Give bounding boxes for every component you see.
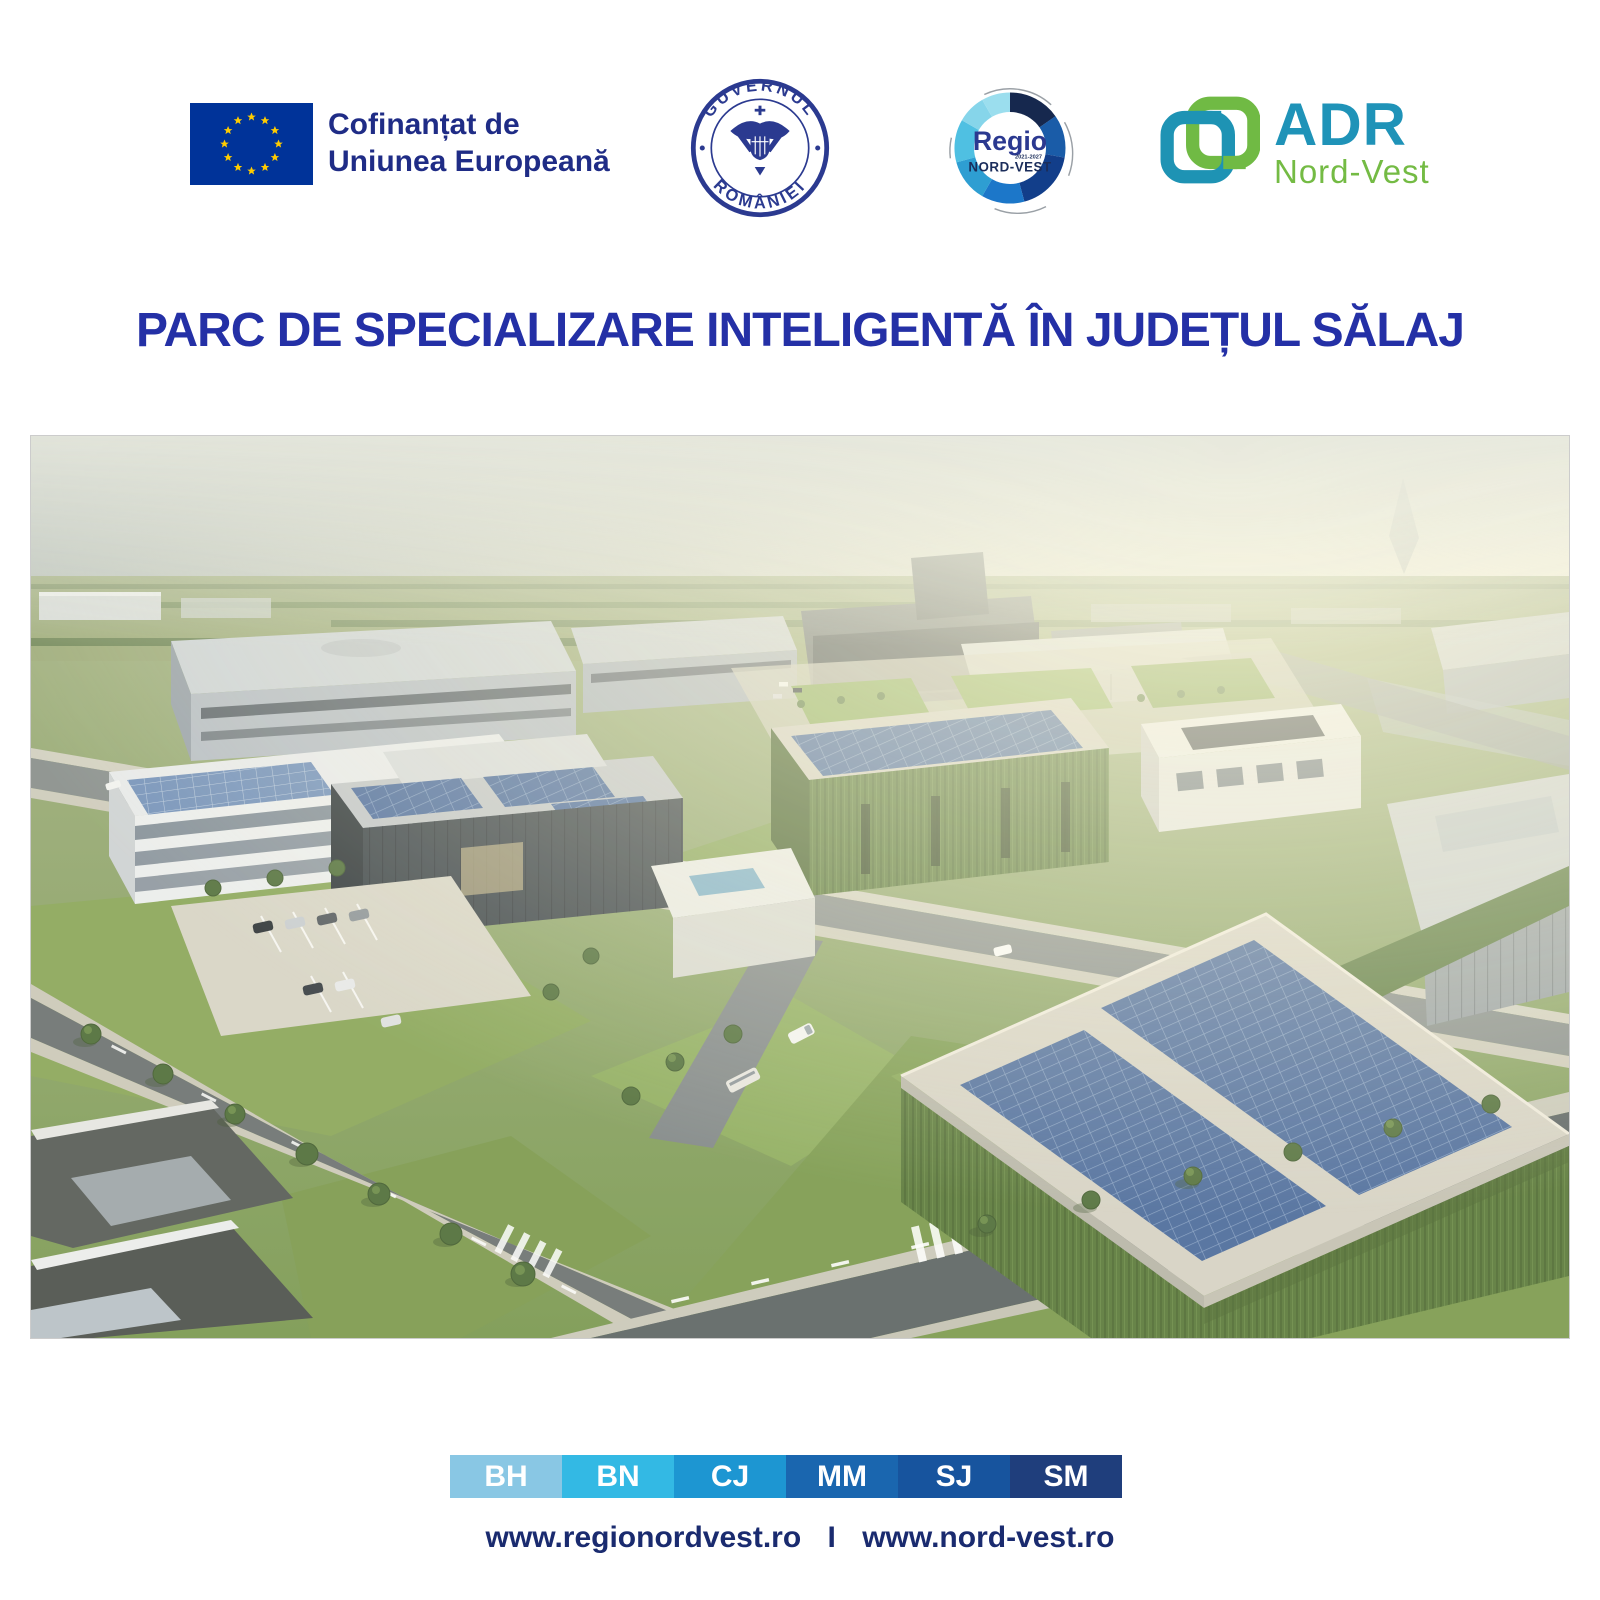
eu-flag-icon xyxy=(190,103,313,185)
seal-text-bottom: ROMÂNIEI xyxy=(709,176,811,213)
county-label: BH xyxy=(484,1460,528,1493)
eu-funding-line2: Uniunea Europeană xyxy=(328,145,610,178)
county-cell-sm xyxy=(1010,1455,1122,1498)
county-label: CJ xyxy=(710,1460,750,1493)
footer-site-primary[interactable]: www.regionordvest.ro xyxy=(485,1521,802,1554)
county-label: MM xyxy=(817,1460,867,1493)
county-cell-mm xyxy=(786,1455,898,1498)
county-label: BN xyxy=(596,1460,640,1493)
seal-text-top: GUVERNUL xyxy=(699,76,821,121)
county-cell-cj xyxy=(674,1455,786,1498)
county-cell-bn xyxy=(562,1455,674,1498)
adr-brand-text: ADR xyxy=(1274,91,1407,158)
adr-region-text: Nord-Vest xyxy=(1274,153,1430,190)
photo-haze xyxy=(31,436,1569,1338)
adr-nord-vest-logo xyxy=(1160,91,1430,190)
regio-brand-text: Regio xyxy=(972,126,1048,157)
eu-funding-text xyxy=(328,106,610,180)
footer-websites xyxy=(0,1521,1600,1555)
page-title: PARC DE SPECIALIZARE INTELIGENTĂ ÎN JUDEȚUL SĂLAJ xyxy=(136,304,1464,357)
county-label: SM xyxy=(1043,1460,1089,1493)
county-code-bar xyxy=(450,1455,1122,1498)
regio-period-text: 2021-2027 xyxy=(1015,154,1043,161)
romanian-government-seal xyxy=(688,76,832,220)
aerial-photo xyxy=(30,435,1570,1339)
regio-nord-vest-logo xyxy=(938,76,1082,220)
county-cell-sj xyxy=(898,1455,1010,1498)
eu-funding-line1: Cofinanțat de xyxy=(328,108,520,141)
regio-region-text: NORD-VEST xyxy=(968,159,1052,175)
adr-link-icon xyxy=(1160,96,1260,184)
footer-site-secondary[interactable]: www.nord-vest.ro xyxy=(862,1521,1115,1554)
footer-separator: I xyxy=(827,1521,836,1554)
county-label: SJ xyxy=(935,1460,973,1493)
aerial-photo-illustration xyxy=(31,436,1569,1338)
county-cell-bh xyxy=(450,1455,562,1498)
